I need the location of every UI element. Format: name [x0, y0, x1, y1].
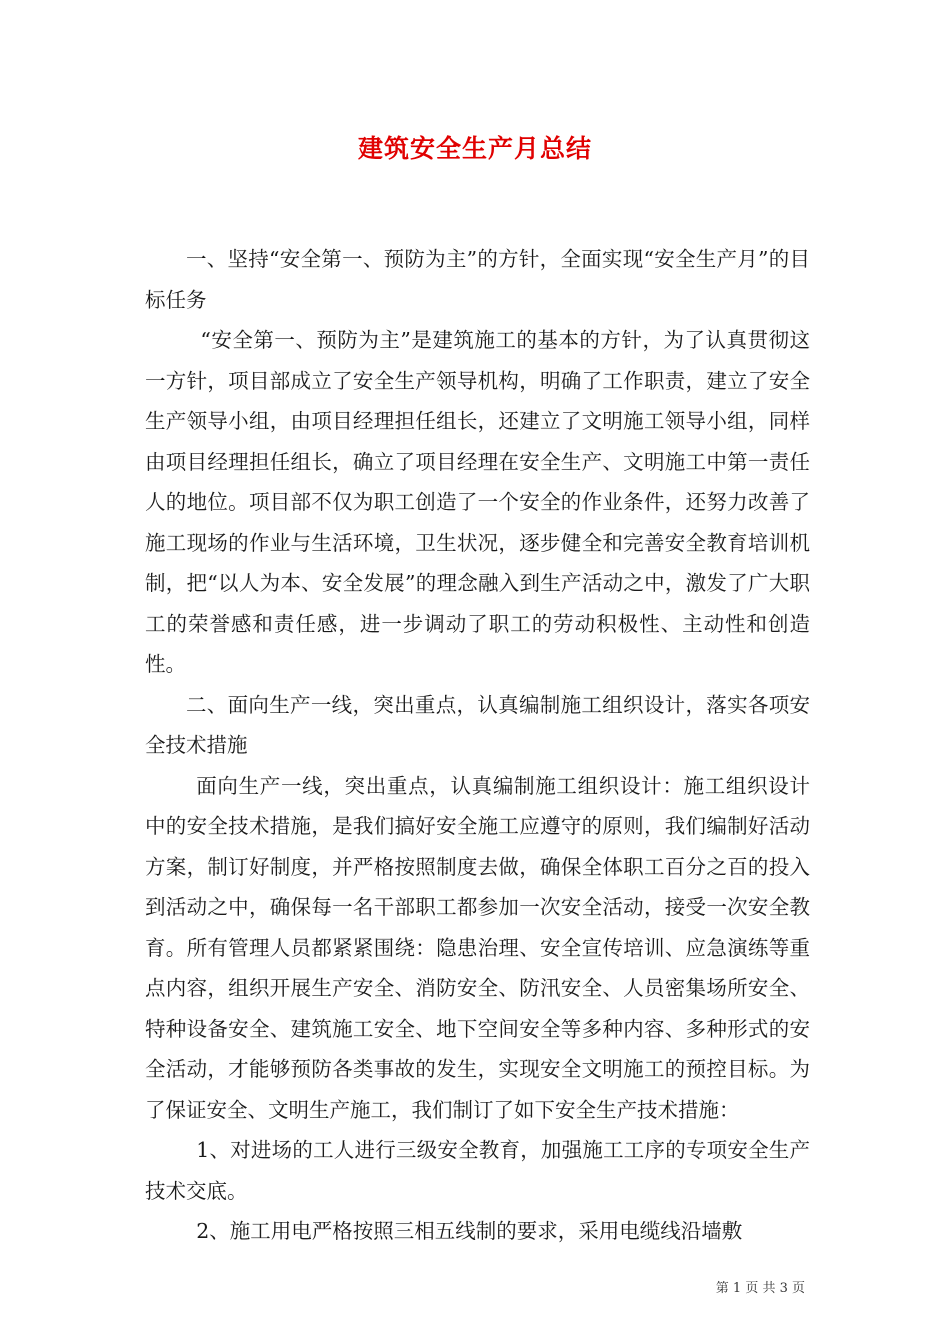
list-item-2: 2、施工用电严格按照三相五线制的要求，采用电缆线沿墙敷 — [196, 1219, 743, 1243]
paragraph-1: “安全第一、预防为主”是建筑施工的基本的方针，为了认真贯彻这一方针，项目部成立了安全生产领导机构，明确了工作职责，建立了安全生产领导小组，由项目经理担任组长，还建立了文明施工领导小组，同样由项目经理担任组长，确立了项目经理在安全生产、文明施工中第一责任人的地位。项目部不仅为职工创造了一个安全的作业条件，还努力改善了施工现场的作业与生活环境，卫生状况，逐步健全和完善安全教育培训机制，把“以人为本、安全发展”的理念融入到生产活动之中，激发了广大职工的荣誉感和责任感，进一步调动了职工的劳动积极性、主动性和创造性。 — [145, 328, 810, 676]
paragraph-2: 面向生产一线，突出重点，认真编制施工组织设计：施工组织设计中的安全技术措施，是我们搞好安全施工应遵守的原则，我们编制好活动方案，制订好制度，并严格按照制度去做，确保全体职工百分之百的投入到活动之中，确保每一名干部职工都参加一次安全活动，接受一次安全教育。所有管理人员都紧紧围绕：隐患治理、安全宣传培训、应急演练等重点内容，组织开展生产安全、消防安全、防汛安全、人员密集场所安全、特种设备安全、建筑施工安全、地下空间安全等多种内容、多种形式的安全活动，才能够预防各类事故的发生，实现安全文明施工的预控目标。为了保证安全、文明生产施工，我们制订了如下安全生产技术措施： — [145, 773, 810, 1122]
document-title: 建筑安全生产月总结 — [357, 134, 592, 163]
section-heading-1: 一、坚持“安全第一、预防为主”的方针，全面实现“安全生产月”的目标任务 — [145, 247, 810, 312]
list-item-1: 1、对进场的工人进行三级安全教育，加强施工工序的专项安全生产技术交底。 — [145, 1138, 810, 1203]
section-heading-2: 二、面向生产一线，突出重点，认真编制施工组织设计，落实各项安全技术措施 — [145, 692, 810, 757]
page-number: 第 1 页 共 3 页 — [715, 1281, 805, 1296]
document-body — [145, 239, 810, 1252]
